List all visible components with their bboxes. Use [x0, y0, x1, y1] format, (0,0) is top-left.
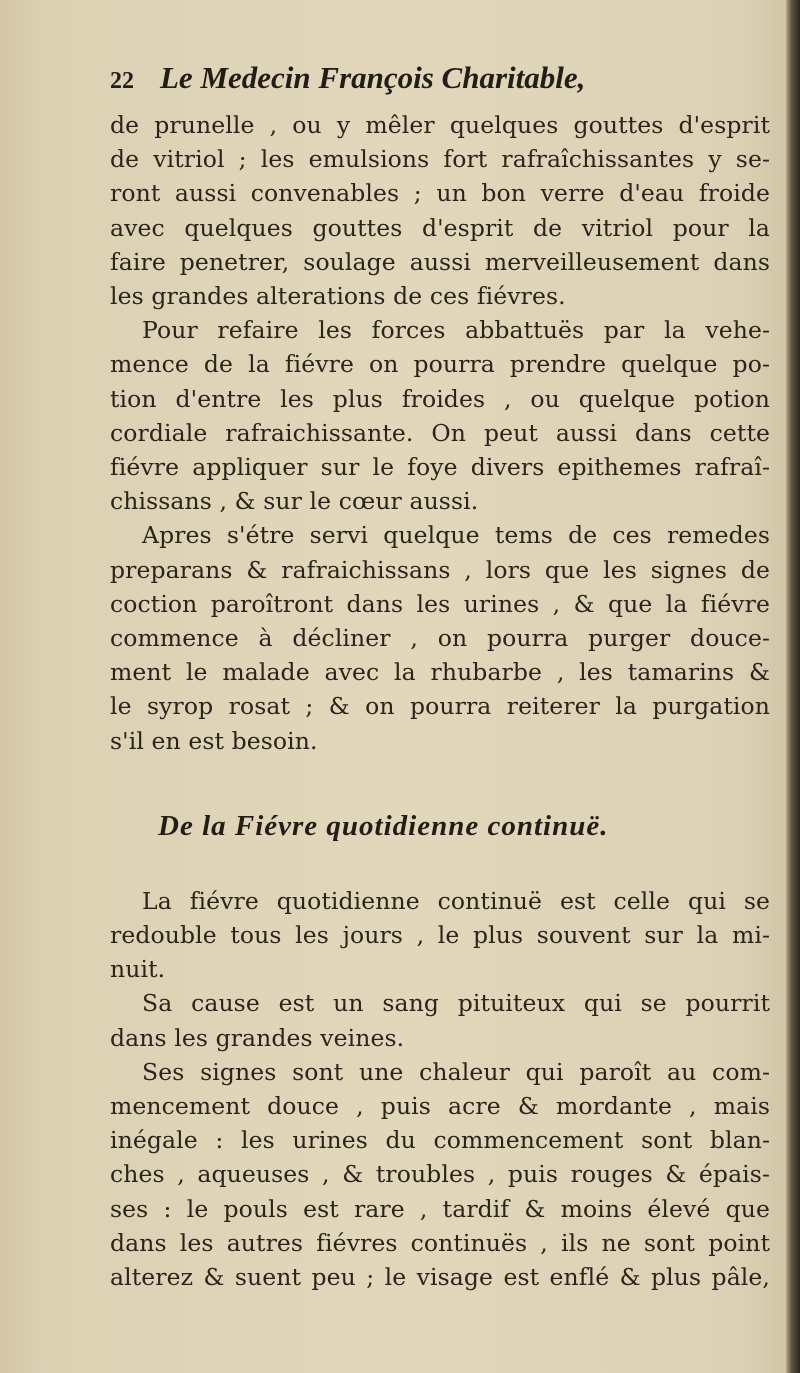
text-line: dans les autres fiévres continuës , ils ne sont point: [110, 1228, 770, 1257]
text-line: Apres s'étre servi quelque tems de ces remedes: [142, 521, 770, 550]
text-line: le syrop rosat ; & on pourra reiterer la purgation: [110, 692, 770, 721]
text-line: fiévre appliquer sur le foye divers epithemes rafraî-: [110, 453, 770, 482]
spacer: [110, 844, 770, 884]
text-line: chissans , & sur le cœur aussi.: [110, 487, 479, 516]
text-line: ches , aqueuses , & troubles , puis rouges & épais-: [110, 1160, 770, 1189]
text-line: Sa cause est un sang pituiteux qui se pourrit: [142, 989, 770, 1018]
text-line: ses : le pouls est rare , tardif & moins élevé que: [110, 1194, 770, 1223]
text-line: de vitriol ; les emulsions fort rafraîchissantes y se-: [110, 145, 770, 174]
text-line: s'il en est besoin.: [110, 726, 318, 755]
paragraph-2: [110, 313, 770, 518]
text-line: dans les grandes veines.: [110, 1023, 405, 1052]
running-head: [110, 60, 770, 108]
text-line: Ses signes sont une chaleur qui paroît au com-: [142, 1057, 770, 1086]
text-line: de prunelle , ou y mêler quelques gouttes d'esprit: [110, 111, 770, 139]
section-heading: De la Fiévre quotidienne continuë.: [158, 809, 609, 842]
text-line: alterez & suent peu ; le visage est enflé & plus pâle,: [110, 1263, 770, 1292]
text-line: La fiévre quotidienne continuë est celle qui se: [142, 886, 770, 915]
text-line: ront aussi convenables ; un bon verre d'eau froide: [110, 179, 770, 208]
text-line: coction paroîtront dans les urines , & que la fiévre: [110, 589, 770, 618]
page-gutter-edge: [786, 0, 800, 1373]
page-number: 22: [110, 68, 134, 94]
text-line: redouble tous les jours , le plus souvent sur la mi-: [110, 921, 770, 950]
text-block: [110, 60, 770, 1294]
text-line: mence de la fiévre on pourra prendre quelque po-: [110, 350, 770, 379]
text-line: faire penetrer, soulage aussi merveilleusement dans: [110, 247, 770, 276]
text-line: tion d'entre les plus froides , ou quelque potion: [110, 384, 770, 413]
text-line: preparans & rafraichissans , lors que les signes de: [110, 555, 770, 584]
text-line: ment le malade avec la rhubarbe , les tamarins &: [110, 658, 770, 687]
paragraph-4: [110, 884, 770, 987]
text-line: les grandes alterations de ces fiévres.: [110, 282, 566, 311]
text-line: mencement douce , puis acre & mordante , mais: [110, 1092, 770, 1121]
text-line: Pour refaire les forces abbattuës par la vehe-: [142, 316, 770, 345]
text-line: inégale : les urines du commencement sont blan-: [110, 1126, 770, 1155]
paragraph-1: [110, 108, 770, 313]
text-line: avec quelques gouttes d'esprit de vitriol pour la: [110, 213, 770, 242]
paragraph-6: [110, 1055, 770, 1294]
spacer: [110, 758, 770, 808]
paragraph-3: [110, 518, 770, 757]
paragraph-5: [110, 986, 770, 1054]
running-title: Le Medecin François Charitable,: [160, 60, 586, 95]
text-line: cordiale rafraichissante. On peut aussi dans cette: [110, 418, 770, 447]
text-line: commence à décliner , on pourra purger douce-: [110, 624, 770, 653]
text-line: nuit.: [110, 955, 166, 984]
